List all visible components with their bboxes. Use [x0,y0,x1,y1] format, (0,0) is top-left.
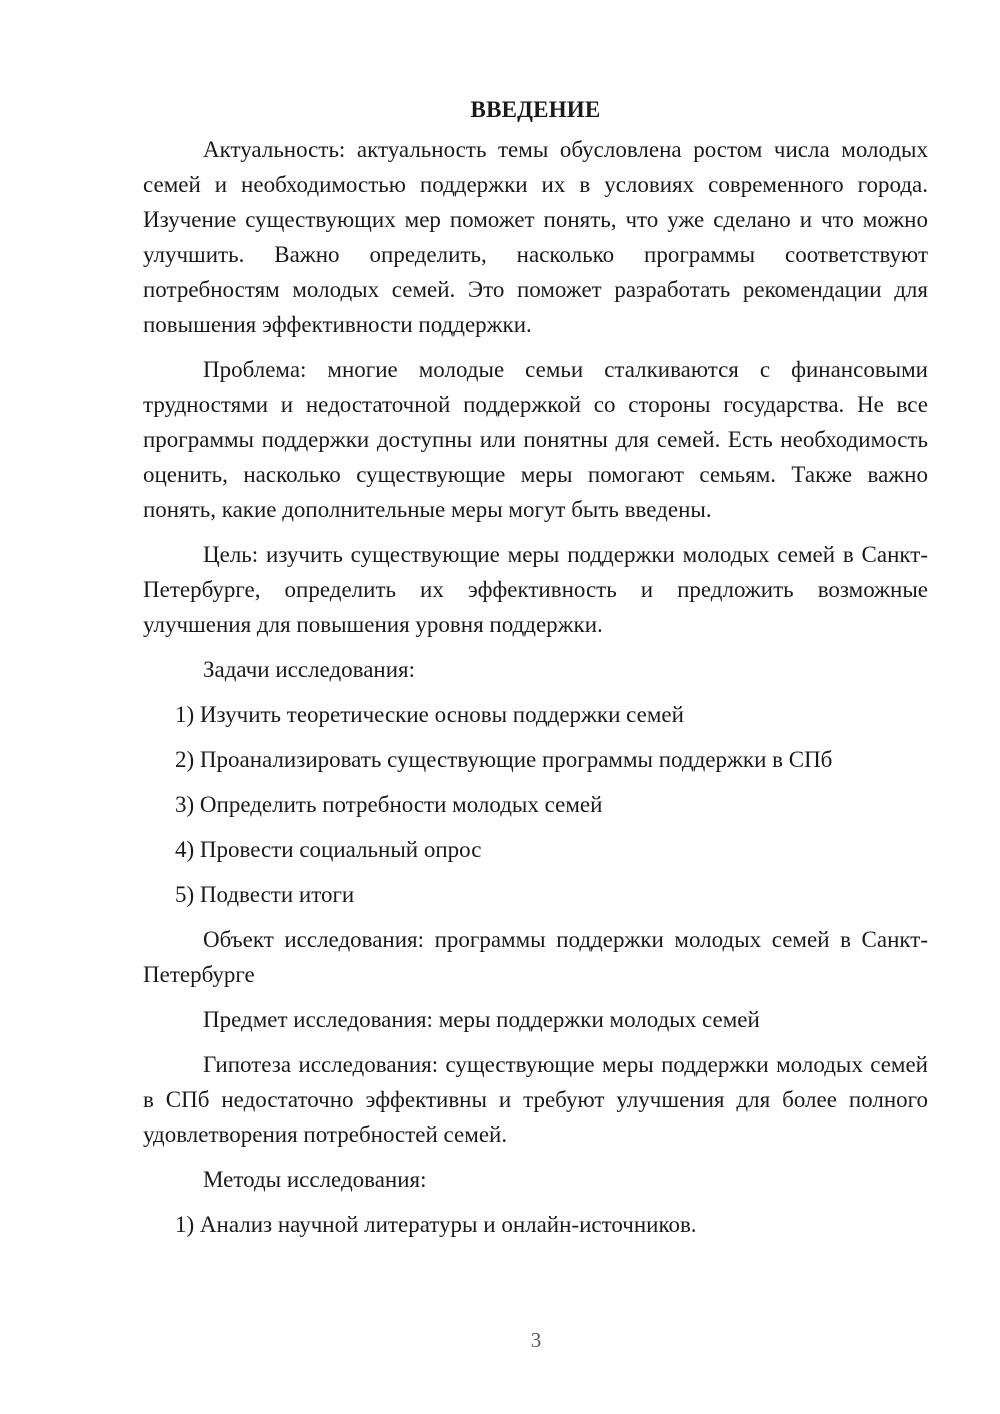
methods-heading: Методы исследования: [203,1167,427,1192]
goal-paragraph: Цель: изучить существующие меры поддержки молодых семей в Санкт-Петербурге, определить их эффективность и предложить возможные улучшения для повышения уровня поддержки. [143,542,928,637]
task-item: 4) Провести социальный опрос [175,837,482,862]
method-item: 1) Анализ научной литературы и онлайн-источников. [175,1212,697,1237]
problem-paragraph: Проблема: многие молодые семьи сталкиваются с финансовыми трудностями и недостаточной поддержкой со стороны государства. Не все программы поддержки доступны или понятны для семей. Есть необходимость оценить, насколько существующие меры помогают семьям. Также важно понять, какие дополнительные меры могут быть введены. [143,357,928,522]
object-paragraph: Объект исследования: программы поддержки молодых семей в Санкт-Петербурге [143,927,928,987]
page-number: 3 [530,1328,542,1352]
task-item: 2) Проанализировать существующие программы поддержки в СПб [175,747,833,772]
task-item: 3) Определить потребности молодых семей [175,792,603,817]
subject-paragraph: Предмет исследования: меры поддержки молодых семей [203,1007,760,1032]
task-item: 5) Подвести итоги [175,882,355,907]
page-content [143,92,928,1252]
hypothesis-paragraph: Гипотеза исследования: существующие меры поддержки молодых семей в СПб недостаточно эффективны и требуют улучшения для более полного удовлетворения потребностей семей. [143,1052,928,1147]
section-title: ВВЕДЕНИЕ [470,97,601,122]
relevance-paragraph: Актуальность: актуальность темы обусловлена ростом числа молодых семей и необходимостью поддержки их в условиях современного города. Изучение существующих мер поможет понять, что уже сделано и что можно улучшить. Важно определить, насколько программы соответствуют потребностям молодых семей. Это поможет разработать рекомендации для повышения эффективности поддержки. [143,137,928,337]
tasks-heading: Задачи исследования: [203,657,416,682]
task-item: 1) Изучить теоретические основы поддержки семей [175,702,684,727]
